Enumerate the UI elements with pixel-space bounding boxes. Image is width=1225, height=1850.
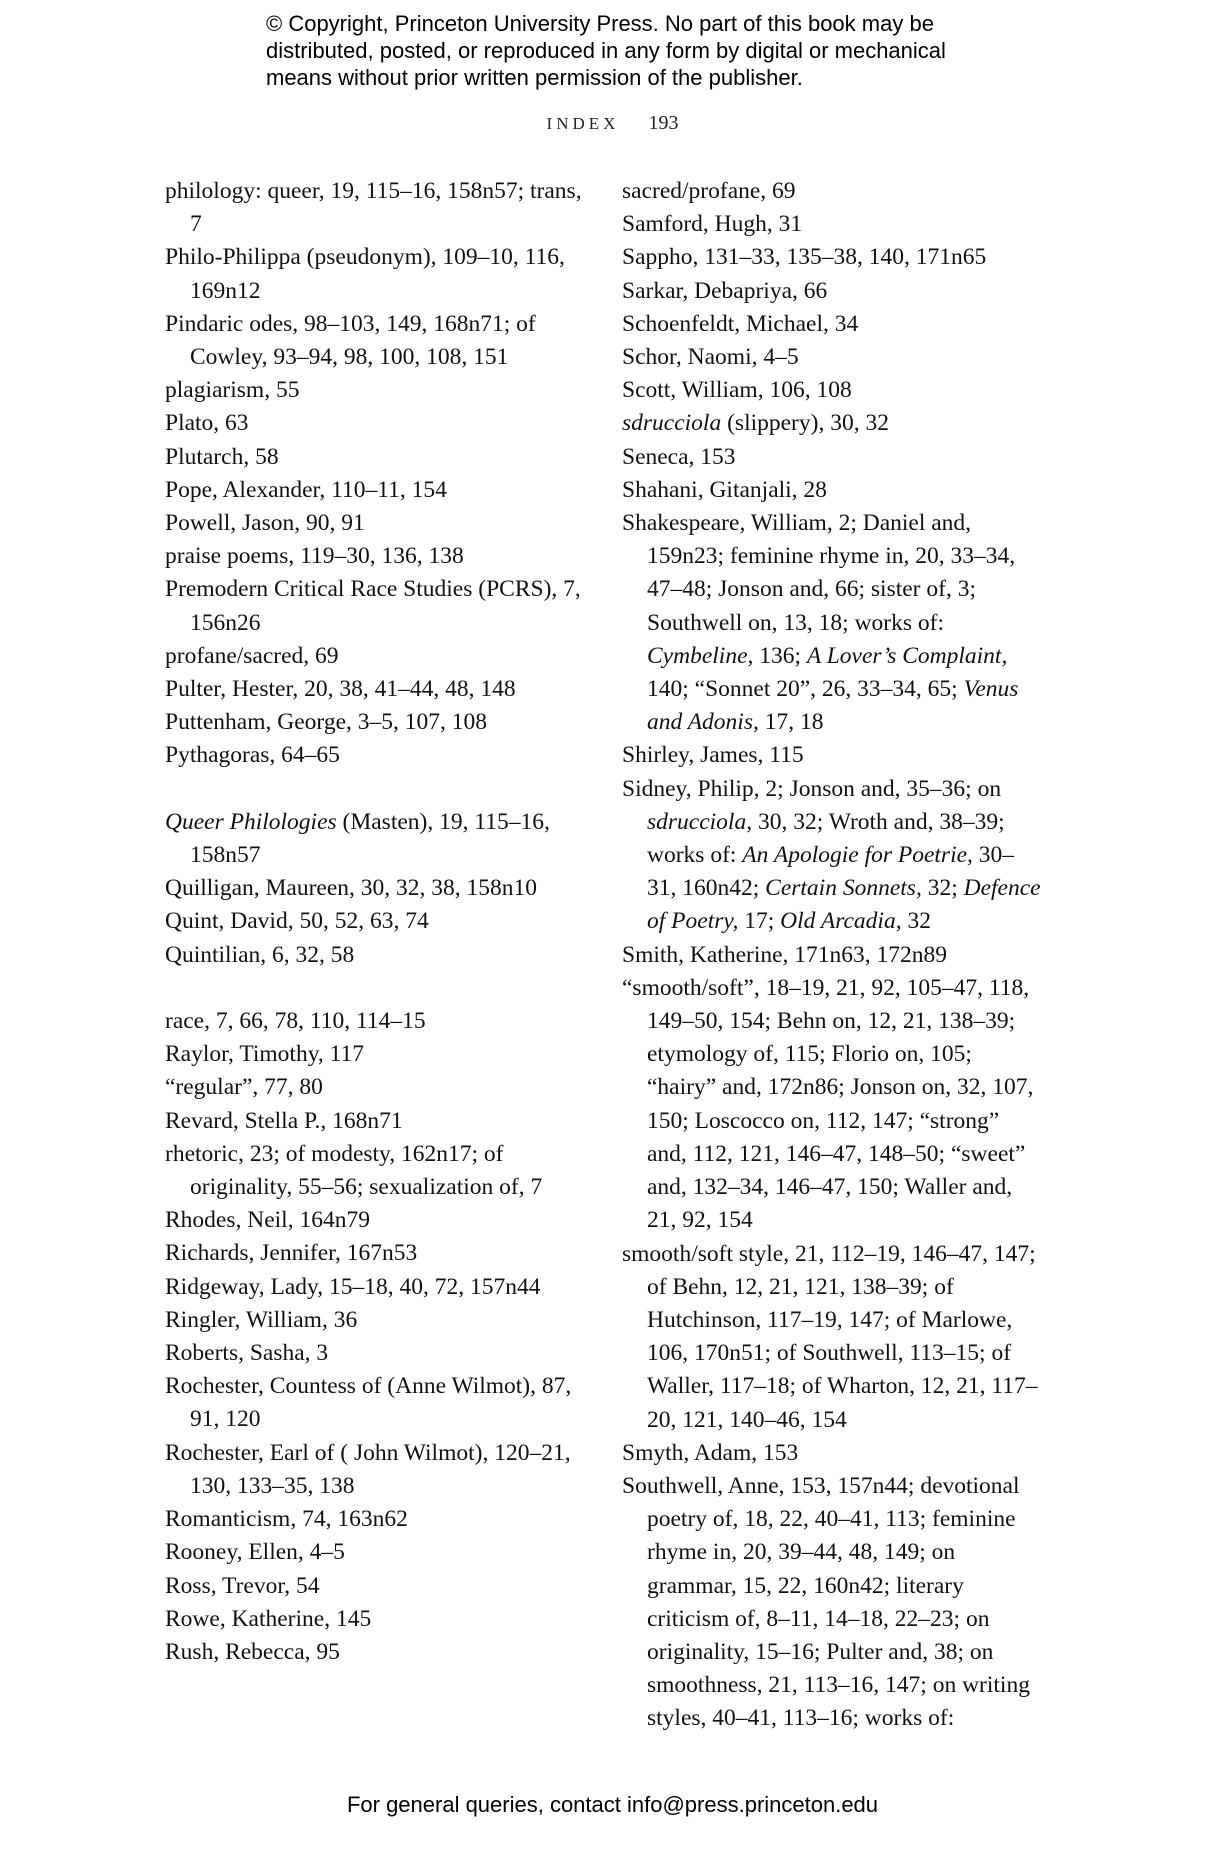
index-entry: Quint, David, 50, 52, 63, 74 xyxy=(165,908,429,935)
copyright-line: means without prior written permission of the publisher. xyxy=(266,65,803,90)
index-entry: Roberts, Sasha, 3 xyxy=(165,1340,329,1367)
index-entry: Quintilian, 6, 32, 58 xyxy=(165,941,355,968)
index-column-right xyxy=(622,175,1042,1736)
running-head-label: INDEX xyxy=(546,114,620,133)
index-entry: sdrucciola (slippery), 30, 32 xyxy=(622,410,889,437)
index-entry: Rush, Rebecca, 95 xyxy=(165,1638,340,1665)
index-entry: Shakespeare, William, 2; Daniel and, 159n23; feminine rhyme in, 20, 33–34, 47–48; Jonson and, 66; sister of, 3; Southwell on, 13, 18; works of: Cymbeline, 136; A Lover’s Complaint, 140; “Sonnet 20”, 26, 33–34, 65; Venus and Adonis, 17, 18 xyxy=(622,510,1019,736)
index-entry: Smith, Katherine, 171n63, 172n89 xyxy=(622,941,948,968)
index-entry: Shahani, Gitanjali, 28 xyxy=(622,476,827,503)
index-entry: Ringler, William, 36 xyxy=(165,1306,358,1333)
index-entry: Schoenfeldt, Michael, 34 xyxy=(622,310,859,337)
index-entry: “regular”, 77, 80 xyxy=(165,1074,323,1101)
index-entry: Rochester, Earl of ( John Wilmot), 120–21, 130, 133–35, 138 xyxy=(165,1439,571,1499)
index-entry: Sarkar, Debapriya, 66 xyxy=(622,277,828,304)
index-entry: Sidney, Philip, 2; Jonson and, 35–36; on sdrucciola, 30, 32; Wroth and, 38–39; works of: An Apologie for Poetrie, 30–31, 160n42; Certain Sonnets, 32; Defence of Poetry, 17; Old Arcadia, 32 xyxy=(622,775,1041,935)
index-entry: Queer Philologies (Masten), 19, 115–16, 158n57 xyxy=(165,808,550,869)
index-entry: Pulter, Hester, 20, 38, 41–44, 48, 148 xyxy=(165,676,516,703)
index-entry: philology: queer, 19, 115–16, 158n57; trans, 7 xyxy=(165,178,582,238)
index-entry: Southwell, Anne, 153, 157n44; devotional poetry of, 18, 22, 40–41, 113; feminine rhyme in, 20, 39–44, 48, 149; on grammar, 15, 22, 160n42; literary criticism of, 8–11, 14–18, 22–23; on originality, 15–16; Pulter and, 38; on smoothness, 21, 113–16, 147; on writing styles, 40–41, 113–16; works of: xyxy=(622,1472,1030,1732)
index-entry: Seneca, 153 xyxy=(622,443,736,470)
index-entry: Plato, 63 xyxy=(165,410,249,437)
index-entry: Quilligan, Maureen, 30, 32, 38, 158n10 xyxy=(165,875,538,902)
copyright-line: © Copyright, Princeton University Press. No part of this book may be xyxy=(266,11,934,36)
index-entry: Rooney, Ellen, 4–5 xyxy=(165,1539,345,1566)
index-entry: sacred/profane, 69 xyxy=(622,178,796,204)
footer-contact: For general queries, contact info@press.princeton.edu xyxy=(346,1792,879,1817)
index-entry: Revard, Stella P., 168n71 xyxy=(165,1107,403,1134)
index-entry: Scott, William, 106, 108 xyxy=(622,377,852,404)
page-number: 193 xyxy=(648,112,679,134)
index-entry: Rowe, Katherine, 145 xyxy=(165,1605,372,1632)
index-entry: Ross, Trevor, 54 xyxy=(165,1572,320,1599)
index-column-left xyxy=(165,175,595,1669)
index-entry: “smooth/soft”, 18–19, 21, 92, 105–47, 118, 149–50, 154; Behn on, 12, 21, 138–39; etymology of, 115; Florio on, 105; “hairy” and, 172n86; Jonson on, 32, 107, 150; Loscocco on, 112, 147; “strong” and, 112, 121, 146–47, 148–50; “sweet” and, 132–34, 146–47, 150; Waller and, 21, 92, 154 xyxy=(622,974,1034,1234)
index-entry: Richards, Jennifer, 167n53 xyxy=(165,1240,418,1267)
index-entry: Raylor, Timothy, 117 xyxy=(165,1041,365,1068)
index-entry: Premodern Critical Race Studies (PCRS), 7, 156n26 xyxy=(165,576,581,636)
index-entry: Rochester, Countess of (Anne Wilmot), 87, 91, 120 xyxy=(165,1373,572,1433)
index-entry: Schor, Naomi, 4–5 xyxy=(622,344,799,371)
index-entry: Pythagoras, 64–65 xyxy=(165,742,340,769)
running-head xyxy=(0,112,1225,135)
index-entry: profane/sacred, 69 xyxy=(165,642,339,669)
index-entry: Plutarch, 58 xyxy=(165,443,279,470)
index-entry: smooth/soft style, 21, 112–19, 146–47, 147; of Behn, 12, 21, 121, 138–39; of Hutchinson, 117–19, 147; of Marlowe, 106, 170n51; of Southwell, 113–15; of Waller, 117–18; of Wharton, 12, 21, 117–20, 121, 140–46, 154 xyxy=(622,1240,1038,1433)
index-entry: Ridgeway, Lady, 15–18, 40, 72, 157n44 xyxy=(165,1273,541,1300)
index-entry: Shirley, James, 115 xyxy=(622,742,804,769)
index-entry: race, 7, 66, 78, 110, 114–15 xyxy=(165,1008,426,1035)
index-entry: Philo-Philippa (pseudonym), 109–10, 116, 169n12 xyxy=(165,244,565,304)
index-entry: Samford, Hugh, 31 xyxy=(622,211,803,238)
index-entry: Powell, Jason, 90, 91 xyxy=(165,510,365,537)
copyright-notice xyxy=(266,10,1026,91)
index-entry: rhetoric, 23; of modesty, 162n17; of originality, 55–56; sexualization of, 7 xyxy=(165,1140,543,1201)
copyright-line: distributed, posted, or reproduced in any form by digital or mechanical xyxy=(266,38,946,63)
index-entry: Romanticism, 74, 163n62 xyxy=(165,1506,408,1533)
index-entry: Puttenham, George, 3–5, 107, 108 xyxy=(165,709,488,736)
index-entry: Rhodes, Neil, 164n79 xyxy=(165,1207,370,1234)
index-entry: Pope, Alexander, 110–11, 154 xyxy=(165,476,447,503)
index-entry: plagiarism, 55 xyxy=(165,377,300,404)
index-entry: praise poems, 119–30, 136, 138 xyxy=(165,543,464,570)
index-entry: Sappho, 131–33, 135–38, 140, 171n65 xyxy=(622,244,987,271)
index-entry: Pindaric odes, 98–103, 149, 168n71; of Cowley, 93–94, 98, 100, 108, 151 xyxy=(165,310,536,371)
index-entry: Smyth, Adam, 153 xyxy=(622,1439,799,1466)
